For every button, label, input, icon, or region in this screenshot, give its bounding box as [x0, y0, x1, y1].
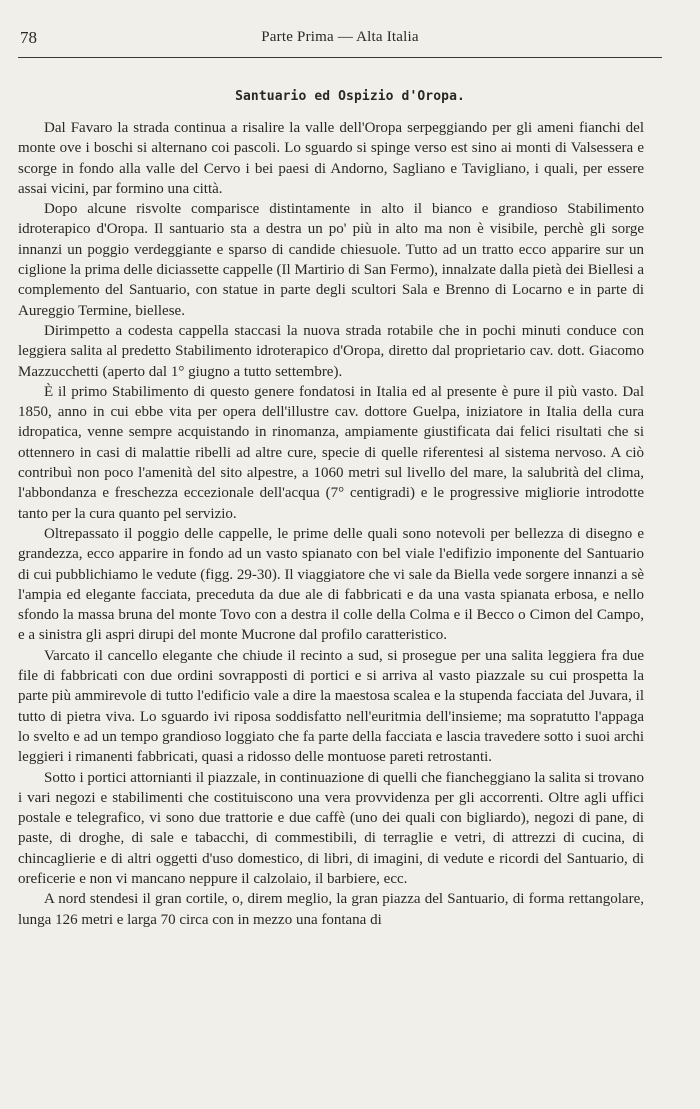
section-title: Santuario ed Ospizio d'Oropa. — [235, 89, 465, 104]
paragraph: Dirimpetto a codesta cappella staccasi la nuova strada rotabile che in pochi minuti conduce con leggiera salita al predetto Stabilimento idroterapico d'Oropa, diretto dal proprietario cav. dott. Giacomo Mazzucchetti (aperto dal 1° giugno a tutto settembre). — [18, 322, 644, 380]
paragraph: Dal Favaro la strada continua a risalire la valle dell'Oropa serpeggiando per gli ameni fianchi del monte ove i boschi si alternano coi pascoli. Lo sguardo si spinge verso est sino ai monti di Valsessera e scorge in fondo alla valle del Cervo i bei paesi di Andorno, Sagliano e Tavigliano, i quali, per essere assai vicini, par formino una città. — [18, 120, 644, 197]
paragraph: Oltrepassato il poggio delle cappelle, le prime delle quali sono notevoli per bellezza di disegno e grandezza, ecco apparire in fondo ad un vasto spianato con bel viale l'edifizio imponente del Santuario di cui pubblichiamo le vedute (figg. 29-30). Il viaggiatore che vi sale da Biella vede sorgere innanzi a sè l'ampia ed elegante facciata, preceduta da due ale di fabbricati e da una vasta spianata erbosa, e nello sfondo la massa bruna del monte Tovo con a destra il colle della Colma e il Becco o Cimon del Campo, e a sinistra gli aspri dirupi del monte Mucrone dal profilo caratteristico. — [18, 525, 644, 644]
paragraph: Varcato il cancello elegante che chiude il recinto a sud, si prosegue per una salita leggiera fra due file di fabbricati con due ordini sovrapposti di portici e si arriva al vasto piazzale su cui prospetta la parte più ammirevole di tutto l'edificio vale a dire la maestosa scalea e la stupenda facciata del Juvara, il tutto di pietra viva. Lo sguardo ivi riposa soddisfatto nell'euritmia dell'insieme; ma sopratutto l'appaga lo svelto e ad un tempo grandioso loggiato che fa parte della facciata e lascia travedere sotto i suoi archi leggieri i rimanenti fabbricati, quasi a ridosso delle montuose pareti retrostanti. — [18, 647, 644, 766]
page-header — [20, 28, 660, 50]
paragraph: Sotto i portici attornianti il piazzale, in continuazione di quelli che fiancheggiano la salita si trovano i vari negozi e stabilimenti che costituiscono una vera provvidenza per gli accorrenti. Oltre agli uffici postale e telegrafico, vi sono due trattorie e due caffè (uno dei quali con bigliardo), negozi di pane, di paste, di droghe, di sale e tabacchi, di commestibili, di terraglie e vetri, di attrezzi di cucina, di chincaglierie e di altri oggetti d'uso domestico, di libri, di imagini, di vedute e ricordi del Santuario, di oreficerie e non vi mancano neppure il calzolaio, il barbiere, ecc. — [18, 769, 644, 887]
paragraph: A nord stendesi il gran cortile, o, direm meglio, la gran piazza del Santuario, di forma rettangolare, lunga 126 metri e larga 70 circa con in mezzo una fontana di — [18, 891, 644, 928]
running-title: Parte Prima — Alta Italia — [261, 29, 419, 45]
page-number: 78 — [20, 28, 37, 47]
body-text — [18, 118, 644, 930]
paragraph: È il primo Stabilimento di questo genere fondatosi in Italia ed al presente è pure il più vasto. Dal 1850, anno in cui ebbe vita per opera dell'illustre cav. dottore Guelpa, iniziatore in Italia della cura idropatica, venne sempre acquistando in rinomanza, ampiamente giustificata dai felici risultati che si ottennero in casi di malattie ribelli ad altre cure, specie di quelle riferentesi al sistema nervoso. A ciò contribuì non poco l'amenità del sito alpestre, a 1060 metri sul livello del mare, la salubrità del clima, l'abbondanza e freschezza eccezionale dell'acqua (7° centigradi) e le progressive migliorie introdotte tanto per la cura quanto pel servizio. — [18, 383, 644, 522]
paragraph: Dopo alcune risvolte comparisce distintamente in alto il bianco e grandioso Stabilimento idroterapico d'Oropa. Il santuario sta a destra un po' più in alto ma non è visibile, perchè gli sorge innanzi un poggio verdeggiante e sparso di candide chiesuole. Tutto ad un tratto ecco apparire sur un ciglione la prima delle diciassette cappelle (Il Martirio di San Fermo), innalzate dalla pietà dei Biellesi a complemento del Santuario, con statue in parte degli scultori Sala e Brenno di Locarno e in parte di Aureggio Termine, biellese. — [18, 201, 644, 319]
header-rule — [18, 57, 662, 58]
